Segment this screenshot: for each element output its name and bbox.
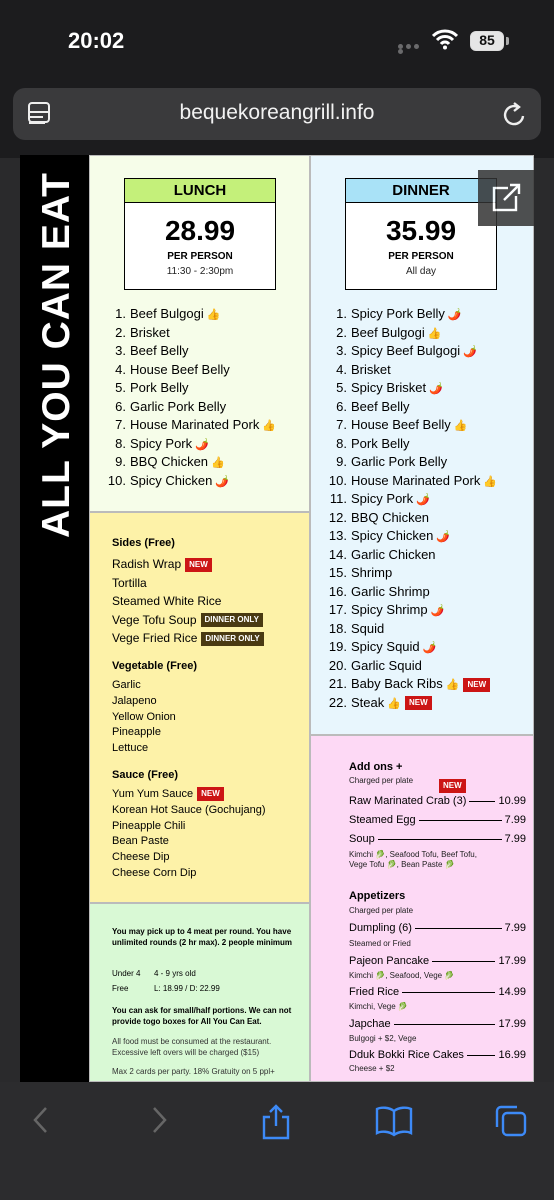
item-name: Fried Rice [349, 986, 400, 998]
item-name: Steak [351, 694, 385, 710]
item-number: 11. [329, 491, 347, 506]
menu-item [327, 583, 497, 602]
price-row [349, 813, 526, 827]
item-name: Japchae [349, 1018, 391, 1030]
item-name: Garlic Pork Belly [130, 398, 227, 414]
thumbs-up-icon: 👍 [206, 309, 221, 321]
chili-pepper-icon: 🌶️ [463, 346, 477, 358]
external-link-icon [478, 170, 534, 226]
side-name: Tortilla [112, 575, 147, 590]
leader-line [467, 1055, 496, 1056]
sauce-name: Yum Yum Sauce [112, 788, 194, 800]
item-number: 5. [336, 380, 347, 395]
reload-icon[interactable] [502, 100, 528, 128]
item-number: 22. [328, 694, 347, 710]
menu-item [327, 601, 497, 620]
item-number: 3. [115, 343, 126, 358]
item-number: 21. [328, 676, 347, 691]
item-number: 4. [336, 361, 347, 377]
sauce-name: Pineapple Chili [112, 819, 186, 832]
menu-item [327, 305, 497, 324]
side-item [112, 611, 264, 630]
rules-note: You may pick up to 4 meat per round. You have unlimited rounds (2 hr max). 2 people minimum [112, 927, 293, 947]
lunch-per-person: PER PERSON [167, 251, 233, 262]
item-note: Kimchi 🥬, Seafood, Vege 🥬 [349, 971, 455, 980]
menu-item [327, 398, 497, 417]
chili-pepper-icon: 🌶️ [422, 642, 437, 654]
item-price: 10.99 [498, 795, 526, 807]
menu-item [106, 361, 276, 380]
thumbs-up-icon: 👍 [262, 420, 277, 432]
item-price: 17.99 [498, 1018, 526, 1030]
kids-price-4to9: L: 18.99 / D: 22.99 [154, 984, 220, 993]
menu-item [106, 398, 276, 417]
thumbs-up-icon: 👍 [483, 475, 498, 488]
sides-heading: Sides (Free) [112, 537, 175, 549]
chili-pepper-icon: 🌶️ [195, 438, 209, 451]
price-row [349, 954, 526, 968]
sides-list [112, 555, 264, 648]
sauce-name: Cheese Corn Dip [112, 866, 197, 879]
kids-header-under4: Under 4 [112, 969, 141, 978]
sauce-item [112, 850, 265, 866]
menu-item [327, 342, 497, 361]
thumbs-up-icon: 👍 [427, 327, 442, 340]
battery-indicator: 85 [470, 31, 504, 51]
forward-icon[interactable] [148, 1104, 170, 1136]
menu-item [327, 472, 497, 491]
item-number: 1. [115, 306, 126, 321]
item-number: 2. [115, 324, 126, 340]
item-name: Dumpling (6) [349, 922, 412, 934]
kids-header-4to9: 4 - 9 yrs old [154, 969, 196, 978]
cards-note: Max 2 cards per party. 18% Gratuity on 5 ppl+ [112, 1067, 275, 1076]
item-number: 12. [328, 509, 347, 525]
item-name: Spicy Pork [351, 491, 414, 506]
side-name: Radish Wrap [112, 557, 182, 571]
addons-heading: Add ons + [349, 761, 403, 773]
item-note: Kimchi, Vege 🥬 [349, 1002, 408, 1011]
menu-item [106, 342, 276, 361]
banner-title: ALL YOU CAN EAT [35, 171, 78, 539]
item-name: Spicy Brisket [351, 380, 427, 395]
item-name: Spicy Chicken [351, 528, 434, 543]
item-number: 10. [107, 472, 126, 488]
lunch-meat-list [106, 305, 276, 490]
menu-item [327, 324, 497, 343]
new-badge: NEW [439, 779, 466, 793]
menu-item [327, 453, 497, 472]
item-number: 19. [328, 639, 347, 654]
browser-toolbar [0, 1082, 554, 1200]
chili-pepper-icon: 🌶️ [436, 531, 451, 543]
item-name: Dduk Bokki Rice Cakes [349, 1049, 464, 1061]
dinner-only-badge: DINNER ONLY [201, 613, 263, 627]
menu-item [327, 509, 497, 528]
bookmarks-icon[interactable] [375, 1104, 413, 1138]
share-icon[interactable] [259, 1104, 293, 1140]
side-item [112, 592, 264, 611]
waste-note: All food must be consumed at the restaurant. Excessive left overs will be charged ($15) [112, 1037, 272, 1057]
item-number: 9. [115, 454, 126, 469]
item-number: 8. [115, 435, 126, 451]
menu-item [327, 490, 497, 509]
item-price: 16.99 [498, 1049, 526, 1061]
side-name: Steamed White Rice [112, 594, 222, 608]
lunch-hours: 11:30 - 2:30pm [166, 266, 234, 277]
item-number: 2. [336, 324, 347, 340]
side-name: Vege Fried Rice [112, 631, 198, 645]
price-row [349, 921, 526, 935]
vegetable-heading: Vegetable (Free) [112, 660, 197, 672]
leader-line [402, 992, 495, 993]
item-note: Kimchi 🥬, Seafood Tofu, Beef Tofu, Vege Tofu 🥬, Bean Paste 🥬 [349, 850, 477, 869]
item-price: 7.99 [504, 833, 526, 845]
new-badge: NEW [405, 696, 432, 710]
vegetable-item: Garlic [112, 679, 141, 691]
menu-item [327, 620, 497, 639]
item-name: House Marinated Pork [130, 417, 260, 432]
dinner-hours: All day [405, 266, 436, 277]
leader-line [419, 820, 502, 821]
address-bar[interactable] [13, 88, 541, 140]
menu-item [327, 638, 497, 657]
status-time: 20:02 [68, 28, 125, 53]
price-row [349, 1048, 526, 1062]
battery-cap [506, 37, 509, 45]
item-name: Spicy Shrimp [351, 602, 428, 617]
appetizers-heading: Appetizers [349, 890, 406, 902]
price-row [349, 832, 526, 846]
dinner-price: 35.99 [385, 215, 457, 246]
menu-item [327, 416, 497, 435]
item-number: 8. [336, 435, 347, 451]
new-badge: NEW [185, 558, 212, 572]
item-name: Spicy Pork [130, 435, 193, 451]
item-price: 17.99 [498, 955, 526, 967]
chili-pepper-icon: 🌶️ [430, 605, 445, 617]
vegetable-item: Yellow Onion [112, 710, 176, 723]
sauce-list [112, 787, 265, 882]
item-number: 6. [115, 398, 126, 414]
item-number: 16. [328, 583, 347, 599]
menu-item [327, 694, 497, 713]
side-item [112, 555, 264, 574]
item-number: 10. [328, 472, 347, 488]
lunch-price-box [124, 178, 276, 290]
menu-item [106, 472, 276, 491]
item-number: 7. [115, 417, 126, 432]
lunch-label: LUNCH [125, 179, 275, 203]
item-number: 3. [336, 343, 347, 358]
item-number: 17. [328, 602, 347, 617]
item-number: 6. [336, 398, 347, 414]
new-badge: NEW [463, 678, 490, 692]
item-name: Pork Belly [130, 380, 189, 395]
item-name: Brisket [351, 361, 391, 377]
free-items-panel [89, 512, 310, 903]
appetizers-subheading: Charged per plate [349, 906, 414, 915]
item-note: Bulgogi + $2, Vege [349, 1034, 417, 1043]
menu-item [106, 305, 276, 324]
item-name: Squid [351, 620, 385, 636]
item-name: House Beef Belly [130, 361, 230, 377]
item-name: Beef Belly [130, 343, 189, 358]
addons-panel [310, 735, 534, 1082]
item-number: 7. [336, 417, 347, 432]
portions-note: You can ask for small/half portions. We can not provide togo boxes for All You Can Eat. [112, 1006, 292, 1026]
leader-line [415, 928, 502, 929]
thumbs-up-icon: 👍 [445, 679, 460, 691]
cell-signal-icon [398, 44, 428, 50]
dinner-per-person: PER PERSON [388, 251, 454, 262]
item-name: Steamed Egg [349, 814, 416, 826]
item-name: Beef Belly [351, 398, 410, 414]
lunch-panel [89, 155, 310, 512]
item-name: Soup [349, 833, 375, 845]
item-name: BBQ Chicken [130, 454, 209, 469]
leader-line [469, 801, 495, 802]
menu-item [327, 379, 497, 398]
url-text[interactable]: bequekoreangrill.info [179, 101, 375, 124]
menu-item [106, 435, 276, 454]
item-note: Cheese + $2 [349, 1064, 395, 1073]
menu-item [106, 453, 276, 472]
banner [20, 155, 89, 1082]
item-name: Garlic Squid [351, 657, 422, 673]
sauce-heading: Sauce (Free) [112, 769, 179, 781]
item-number: 5. [115, 380, 126, 395]
menu-item [106, 379, 276, 398]
item-name: Brisket [130, 324, 170, 340]
thumbs-up-icon: 👍 [387, 697, 401, 710]
item-note: Steamed or Fried [349, 939, 411, 948]
price-row [349, 985, 526, 999]
item-name: BBQ Chicken [351, 509, 430, 525]
leader-line [378, 839, 502, 840]
side-item [112, 629, 264, 648]
menu-item [327, 435, 497, 454]
menu-item [327, 675, 497, 694]
item-number: 1. [336, 306, 347, 321]
menu-item [327, 527, 497, 546]
item-name: House Beef Belly [351, 417, 451, 432]
item-number: 4. [115, 361, 126, 377]
side-item [112, 574, 264, 593]
lunch-price: 28.99 [164, 215, 236, 246]
thumbs-up-icon: 👍 [453, 420, 468, 432]
item-name: Spicy Beef Bulgogi [351, 343, 461, 358]
item-number: 15. [328, 565, 347, 580]
back-icon[interactable] [30, 1104, 52, 1136]
addons-subheading: Charged per plate [349, 776, 414, 785]
item-name: Spicy Squid [351, 639, 420, 654]
sauce-name: Korean Hot Sauce (Gochujang) [112, 803, 266, 816]
item-name: Pajeon Pancake [349, 955, 430, 967]
item-name: Spicy Pork Belly [351, 306, 445, 321]
leader-line [432, 961, 495, 962]
price-row [349, 1017, 526, 1031]
sauce-item [112, 803, 265, 819]
item-price: 7.99 [504, 922, 526, 934]
thumbs-up-icon: 👍 [211, 457, 225, 469]
item-name: Beef Bulgogi [351, 324, 425, 340]
sauce-item [112, 819, 265, 835]
price-row [349, 794, 526, 808]
chili-pepper-icon: 🌶️ [447, 309, 462, 321]
item-number: 20. [328, 657, 347, 673]
item-name: Spicy Chicken [130, 472, 213, 488]
item-name: Shrimp [351, 565, 393, 580]
info-panel [89, 903, 310, 1082]
menu-item [327, 361, 497, 380]
browser-chrome [0, 0, 554, 158]
new-badge: NEW [197, 787, 224, 801]
menu-item [106, 416, 276, 435]
vegetable-item: Lettuce [112, 742, 149, 755]
open-external-button[interactable] [478, 170, 534, 226]
chili-pepper-icon: 🌶️ [215, 475, 230, 488]
dinner-price-box [345, 178, 497, 290]
sauce-item [112, 834, 265, 850]
item-name: Pork Belly [351, 435, 410, 451]
leader-line [394, 1024, 496, 1025]
item-number: 13. [328, 528, 347, 543]
tabs-icon[interactable] [494, 1104, 528, 1138]
dinner-only-badge: DINNER ONLY [201, 632, 263, 646]
item-name: Raw Marinated Crab (3) [349, 795, 467, 807]
menu-item [327, 564, 497, 583]
item-price: 7.99 [504, 814, 526, 826]
chili-pepper-icon: 🌶️ [429, 383, 443, 395]
menu-item [327, 657, 497, 676]
sauce-item [112, 866, 265, 882]
item-name: Garlic Pork Belly [351, 454, 448, 469]
item-number: 18. [328, 620, 347, 636]
item-number: 14. [328, 546, 347, 562]
sauce-item [112, 787, 265, 803]
chili-pepper-icon: 🌶️ [416, 494, 430, 506]
sauce-name: Cheese Dip [112, 851, 170, 864]
dinner-label: DINNER [346, 179, 496, 203]
menu-item [327, 546, 497, 565]
item-price: 14.99 [498, 986, 526, 998]
side-name: Vege Tofu Soup [112, 612, 197, 627]
menu-item [106, 324, 276, 343]
item-number: 9. [336, 454, 347, 469]
vegetable-item: Pineapple [112, 726, 161, 739]
item-name: Garlic Chicken [351, 546, 436, 562]
kids-price-under4: Free [112, 984, 129, 993]
item-name: Beef Bulgogi [130, 306, 204, 321]
dinner-panel [310, 155, 534, 735]
item-name: House Marinated Pork [351, 472, 481, 488]
sauce-name: Bean Paste [112, 835, 169, 848]
dinner-meat-list [327, 305, 497, 712]
vegetable-item: Jalapeno [112, 694, 157, 707]
menu-page [20, 155, 534, 1082]
item-name: Garlic Shrimp [351, 583, 430, 599]
wifi-icon [432, 28, 458, 50]
vegetable-list [112, 678, 176, 757]
item-name: Baby Back Ribs [351, 676, 443, 691]
